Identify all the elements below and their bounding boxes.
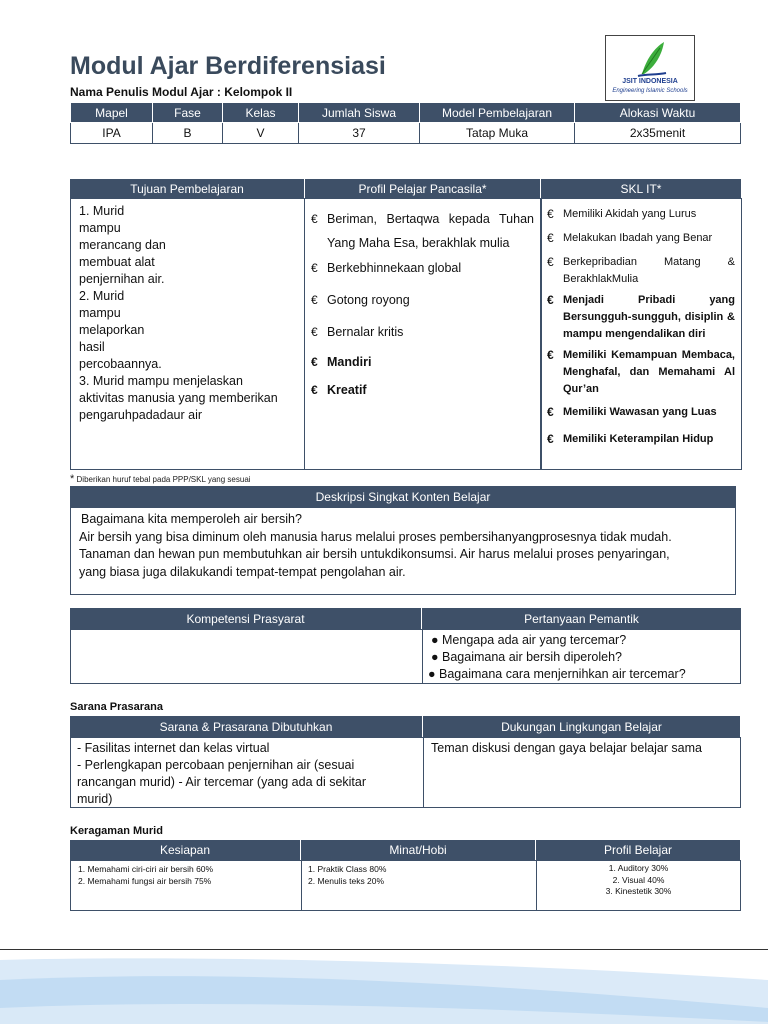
tujuan-line: 3. Murid mampu menjelaskan bbox=[79, 374, 243, 388]
pemantik-question: ● Bagaimana cara menjernihkan air tercemar? bbox=[428, 667, 686, 681]
sarana-line: rancangan murid) - Air tercemar (yang ada di sekitar bbox=[77, 775, 367, 789]
kesiapan-item: 2. Memahami fungsi air bersih 75% bbox=[78, 876, 212, 886]
tujuan-header: Tujuan Pembelajaran bbox=[70, 179, 304, 198]
tujuan-line: melaporkan bbox=[79, 323, 145, 337]
euro-bullet-icon: € bbox=[547, 255, 554, 269]
euro-bullet-icon: € bbox=[547, 207, 554, 221]
pemantik-header: Pertanyaan Pemantik bbox=[422, 608, 741, 629]
profil-belajar-item: 2. Visual 40% bbox=[612, 874, 665, 885]
sarana-line: - Perlengkapan percobaan penjernihan air (sesuai bbox=[77, 758, 355, 772]
page-title: Modul Ajar Berdiferensiasi bbox=[70, 52, 386, 80]
euro-bullet-icon: € bbox=[311, 325, 318, 339]
profil-item: € Kreatif bbox=[311, 383, 367, 397]
skl-item: € Menjadi Pribadi yang Bersungguh-sungguh, disiplin & mampu mengendalikan diri bbox=[547, 293, 735, 340]
tujuan-line: aktivitas manusia yang memberikan bbox=[79, 391, 278, 405]
profil-item: € Mandiri bbox=[311, 355, 372, 369]
pemantik-box bbox=[422, 629, 741, 684]
skl-item: € Berkepribadian Matang & BerakhlakMulia bbox=[547, 255, 735, 285]
deskripsi-line: Tanaman dan hewan pun membutuhkan air bersih untukdikonsumsi. Air harus melalui proses penyaringan, bbox=[79, 547, 670, 561]
col-header-jumlah-siswa: Jumlah Siswa bbox=[299, 103, 420, 123]
euro-bullet-icon: € bbox=[547, 293, 554, 307]
minat-item: 2. Menulis teks 20% bbox=[308, 876, 385, 886]
dukungan-text: Teman diskusi dengan gaya belajar belajar sama bbox=[431, 741, 702, 755]
col-header-alokasi: Alokasi Waktu bbox=[575, 103, 741, 123]
profil-box bbox=[304, 198, 541, 470]
euro-bullet-icon: € bbox=[547, 231, 554, 245]
euro-bullet-icon: € bbox=[547, 432, 554, 446]
sarana-line: murid) bbox=[77, 792, 113, 806]
euro-bullet-icon: € bbox=[311, 293, 318, 307]
deskripsi-line: Air bersih yang bisa diminum oleh manusia harus melalui proses pembersihanyangprosesnya tidak mudah. bbox=[79, 529, 672, 544]
tujuan-box bbox=[70, 198, 305, 470]
value-model: Tatap Muka bbox=[420, 123, 575, 144]
deskripsi-box bbox=[70, 507, 736, 595]
profil-item: € Gotong royong bbox=[311, 293, 410, 307]
value-alokasi: 2x35menit bbox=[575, 123, 741, 144]
value-fase: B bbox=[153, 123, 223, 144]
skl-item: € Melakukan Ibadah yang Benar bbox=[547, 231, 713, 245]
tujuan-line: pengaruhpadadaur air bbox=[79, 408, 203, 422]
kesiapan-box bbox=[70, 860, 302, 911]
kompetensi-header: Kompetensi Prasyarat bbox=[70, 608, 421, 629]
col-header-fase: Fase bbox=[153, 103, 223, 123]
col-header-kelas: Kelas bbox=[223, 103, 299, 123]
author-label: Nama Penulis Modul Ajar : Kelompok II bbox=[70, 85, 293, 99]
tujuan-line: 2. Murid bbox=[79, 289, 125, 303]
tujuan-line: 1. Murid bbox=[79, 204, 125, 218]
skl-item: € Memiliki Akidah yang Lurus bbox=[547, 207, 697, 221]
kompetensi-box bbox=[70, 629, 423, 684]
euro-bullet-icon: € bbox=[311, 261, 318, 275]
jsit-logo bbox=[605, 35, 695, 101]
euro-bullet-icon: € bbox=[311, 383, 318, 397]
sarana-section-label: Sarana Prasarana bbox=[70, 701, 163, 713]
kesiapan-header: Kesiapan bbox=[70, 840, 300, 860]
tujuan-line: mampu bbox=[79, 221, 121, 235]
deskripsi-line: Bagaimana kita memperoleh air bersih? bbox=[81, 512, 302, 526]
pemantik-question: ● Bagaimana air bersih diperoleh? bbox=[431, 650, 622, 664]
logo-tagline: Engineering Islamic Schools bbox=[612, 88, 688, 94]
pemantik-question: ● Mengapa ada air yang tercemar? bbox=[431, 633, 627, 647]
tujuan-line: penjernihan air. bbox=[79, 272, 165, 286]
profil-belajar-box bbox=[536, 860, 741, 911]
euro-bullet-icon: € bbox=[547, 405, 554, 419]
skl-item: € Memiliki Kemampuan Membaca, Menghafal, dan Memahami Al Qur’an bbox=[547, 348, 735, 395]
info-table bbox=[70, 102, 741, 144]
euro-bullet-icon: € bbox=[311, 212, 318, 226]
minat-box bbox=[301, 860, 537, 911]
value-kelas: V bbox=[223, 123, 299, 144]
euro-bullet-icon: € bbox=[311, 355, 318, 369]
value-jumlah-siswa: 37 bbox=[299, 123, 420, 144]
skl-box bbox=[541, 198, 742, 470]
bold-note: * Diberikan huruf tebal pada PPP/SKL yang sesuai bbox=[70, 473, 251, 485]
dukungan-box bbox=[423, 737, 741, 808]
value-mapel: IPA bbox=[71, 123, 153, 144]
tujuan-line: hasil bbox=[79, 340, 105, 354]
skl-item: € Memiliki Keterampilan Hidup bbox=[547, 432, 714, 446]
logo-org-name: JSIT INDONESIA bbox=[622, 78, 678, 85]
deskripsi-line: yang biasa juga dilakukandi tempat-tempat pengolahan air. bbox=[79, 564, 406, 579]
tujuan-line: membuat alat bbox=[79, 255, 155, 269]
euro-bullet-icon: € bbox=[547, 348, 554, 362]
feather-logo-icon bbox=[636, 40, 668, 78]
footer-wave-decoration bbox=[0, 950, 768, 1024]
sarana-box bbox=[70, 737, 424, 808]
col-header-model: Model Pembelajaran bbox=[420, 103, 575, 123]
profil-item: € Berkebhinnekaan global bbox=[311, 261, 462, 275]
profil-belajar-item: 3. Kinestetik 30% bbox=[605, 886, 672, 896]
skl-item: € Memiliki Wawasan yang Luas bbox=[547, 405, 717, 419]
dukungan-header: Dukungan Lingkungan Belajar bbox=[423, 716, 740, 737]
profil-item: € Beriman, Bertaqwa kepada Tuhan Yang Maha Esa, berakhlak mulia bbox=[311, 207, 534, 255]
col-header-mapel: Mapel bbox=[71, 103, 153, 123]
skl-header: SKL IT* bbox=[541, 179, 741, 198]
profil-item: € Bernalar kritis bbox=[311, 325, 404, 339]
tujuan-line: mampu bbox=[79, 306, 121, 320]
keragaman-section-label: Keragaman Murid bbox=[70, 825, 163, 837]
tujuan-line: merancang dan bbox=[79, 238, 166, 252]
sarana-line: - Fasilitas internet dan kelas virtual bbox=[77, 741, 270, 755]
deskripsi-header: Deskripsi Singkat Konten Belajar bbox=[70, 486, 736, 507]
profil-belajar-header: Profil Belajar bbox=[536, 840, 740, 860]
profil-header: Profil Pelajar Pancasila* bbox=[305, 179, 540, 198]
minat-header: Minat/Hobi bbox=[301, 840, 535, 860]
sarana-header: Sarana & Prasarana Dibutuhkan bbox=[70, 716, 422, 737]
profil-belajar-item: 1. Auditory 30% bbox=[608, 863, 669, 873]
minat-item: 1. Praktik Class 80% bbox=[308, 864, 387, 874]
kesiapan-item: 1. Memahami ciri-ciri air bersih 60% bbox=[78, 864, 214, 874]
tujuan-line: percobaannya. bbox=[79, 357, 162, 371]
